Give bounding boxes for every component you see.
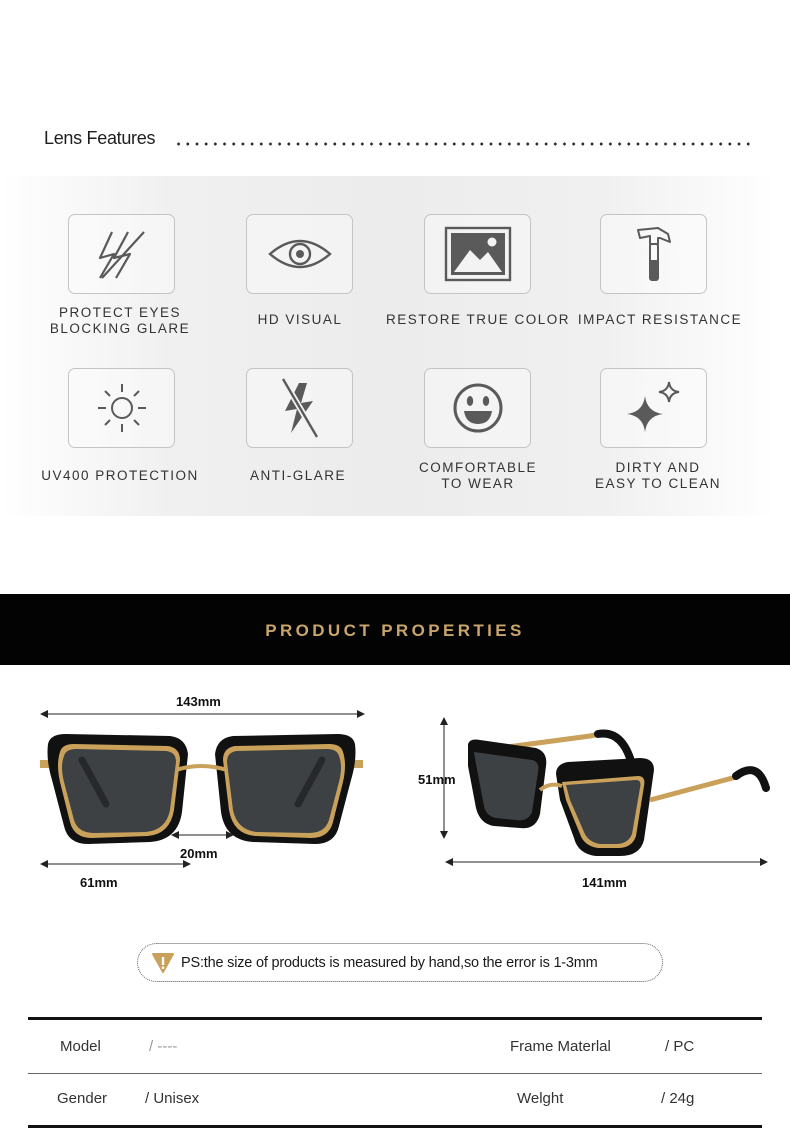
product-properties-banner <box>0 594 790 665</box>
feature-label-uv400: UV400 PROTECTION <box>41 468 199 483</box>
table-top-rule <box>28 1017 762 1020</box>
feature-label-hd-visual: HD VISUAL <box>257 312 343 327</box>
side-view-sunglasses <box>468 734 766 857</box>
feature-label-impact: IMPACT RESISTANCE <box>577 312 743 327</box>
spec-weight-label: Welght <box>517 1090 564 1107</box>
lens-width-label: 61mm <box>80 875 118 890</box>
measurement-note <box>137 943 663 982</box>
feature-label-anti-glare: ANTI-GLARE <box>249 468 346 483</box>
eye-icon <box>267 234 333 274</box>
warning-icon <box>151 952 175 974</box>
feature-label-easy-clean: DIRTY AND EASY TO CLEAN <box>594 460 722 491</box>
feature-card-comfortable <box>424 368 531 448</box>
sun-icon <box>96 382 148 434</box>
feature-label-true-color: RESTORE TRUE COLOR <box>385 312 571 327</box>
smiley-face-icon <box>452 382 504 434</box>
banner-title: PRODUCT PROPERTIES <box>265 620 525 640</box>
lightning-bolts-icon <box>92 224 152 284</box>
table-bottom-rule <box>28 1125 762 1128</box>
crossed-bolt-icon <box>277 377 323 439</box>
section-title-lens-features: Lens Features <box>44 128 156 148</box>
note-text: PS:the size of products is measured by hand,so the error is 1-3mm <box>181 954 598 971</box>
temple-length-label: 141mm <box>582 875 627 890</box>
landscape-picture-icon <box>444 226 512 282</box>
feature-card-true-color <box>424 214 531 294</box>
sparkles-icon <box>623 378 685 438</box>
feature-card-easy-clean <box>600 368 707 448</box>
feature-card-impact <box>600 214 707 294</box>
feature-card-hd-visual <box>246 214 353 294</box>
spec-model-value: / ---- <box>149 1038 178 1055</box>
table-mid-rule <box>28 1073 762 1074</box>
bridge-width-label: 20mm <box>180 846 218 861</box>
spec-weight-value: / 24g <box>661 1090 695 1107</box>
spec-gender-label: Gender <box>57 1090 108 1107</box>
front-view-sunglasses <box>40 734 363 844</box>
sunglasses-dimension-diagram <box>0 690 790 900</box>
spec-model-label: Model <box>60 1038 101 1055</box>
feature-label-protect-eyes: PROTECT EYES BLOCKING GLARE <box>49 305 191 336</box>
spec-gender-value: / Unisex <box>145 1090 200 1107</box>
spec-frame-label: Frame Materlal <box>510 1038 611 1055</box>
height-label: 51mm <box>418 772 456 787</box>
feature-label-comfortable: COMFORTABLE TO WEAR <box>418 460 537 491</box>
dotted-divider <box>174 142 752 146</box>
total-width-label: 143mm <box>176 694 221 709</box>
hammer-icon <box>634 224 674 284</box>
feature-card-uv400 <box>68 368 175 448</box>
feature-card-protect-eyes <box>68 214 175 294</box>
spec-frame-value: / PC <box>665 1038 695 1055</box>
feature-card-anti-glare <box>246 368 353 448</box>
